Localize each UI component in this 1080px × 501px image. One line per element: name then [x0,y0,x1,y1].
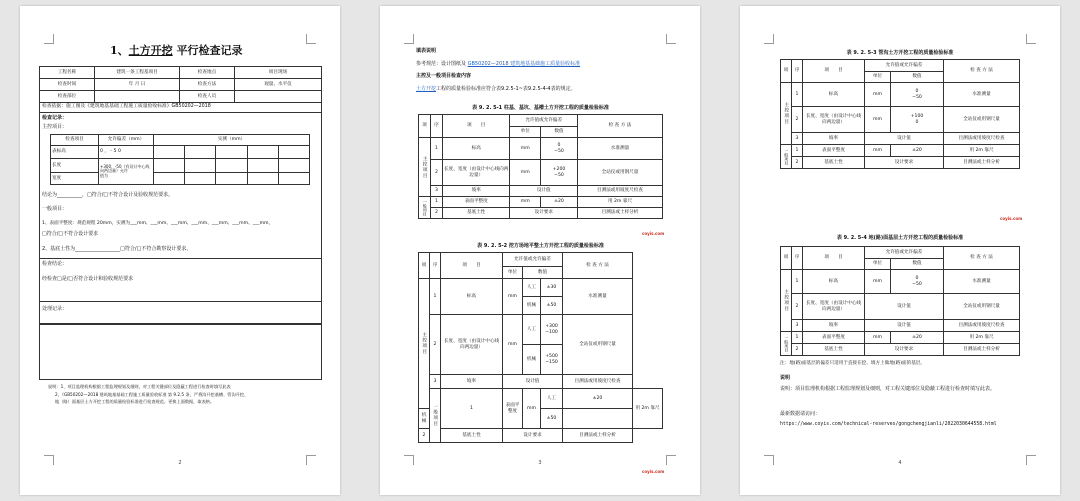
conclusion-heading: 检查结论： [42,261,68,267]
info-table: 工程名称 建筑一条工程基项目 检查地点 项目现场 检查时间 年 月 日 检查方法 观量、水平仪 检查部位 检查人员 [39,66,322,103]
page-number: 2 [178,460,182,466]
crop-mark [666,34,676,44]
source-url[interactable]: https://www.coyis.com/technical-reserves/gongchengjianli/2022030644558.html [780,422,997,427]
note-1: 说明：1、项目监理机构根据工程监理规划及细则，对工程关键部位及隐蔽工程进行检查时填写此表 [48,384,231,389]
conclusion-1: 结论为__________，□符合/□不符合设计及验收规范要求。 [42,192,174,198]
table-9-2-5-2: 项 序 项 目 允许值或允许偏差 检 查 方 法 单位 数值 主控项目 1 标高 mm 人工 ±30 水准测量 机械 ±50 2 长度、宽度（由设计中心线向两边量） mm 人工 +300 −100 全站仪或用钢尺量 机械 +500 −150 3 坡率 设计值 目测法或用坡度尺检查 一般项目 1 表面平整度 mm 人工 ±20 用 2m 靠尺 机械 ±50 2 基底土性 设计要求 目测法或土样分析 [418,252,663,443]
table-9-2-5-3: 项 序 项 目 允许值或允许偏差 检 查 方 法 单位 数值 主控项目 1 标高 mm 0 −50 水准测量 2 长度、宽度（由设计中心线向两边量） mm +100 0 全站仪或用钢尺量 3 坡率 设计值 目测法或用坡度尺检查 一般项目 1 表面平整度 mm ±20 用 2m 靠尺 2 基底土性 设计要求 目测法或土样分析 [780,59,1020,169]
desc-text: 工程的质量检验标准应符合表9.2.5-1~表9.2.5-4-4表的规定。 [436,86,576,92]
table-9-2-5-1: 项 序 项 目 允许值或允许偏差 检 查 方 法 单位 数值 主控项目 1 标高 mm 0 −50 水准测量 2 长度、宽度（由设计中心线向两边量） mm +200 −50 全站仪或用钢尺量 3 坡率 设计值 目测法或用坡度尺检查 一般项目 1 表面平整度 mm ±20 用 2m 靠尺 2 基底土性 设计要求 目测法或土样分析 [418,114,663,219]
table1-caption: 表 9. 2. 5-1 柱基、基坑、基槽土方开挖工程的质量检验标准 [472,105,609,111]
basis-text: 检查依据：施工图及《建筑地基基础工程施工质量验收标准》GB50202—2018 [42,104,211,109]
record-heading: 检查记录： [42,115,68,121]
fill-heading: 填表说明 [416,48,437,54]
ref-link[interactable]: GB50202—2018 建筑地基基础施工质量验收标准 [467,61,581,67]
general-item-1: 1、表面平整度：规范规程 20mm，实测为___mm、___mm、___mm、___mm、___mm、___mm、___mm， [42,221,274,226]
main-heading: 主控项目： [42,124,68,130]
page-2 [20,6,340,495]
ref-label: 参考规范：设计图纸及 [416,61,468,67]
main-check-table: 检查项目 允许偏差（mm） 实测（mm） 表标高 0 ， - 5 0 长度 +300，-50（有设计中心线向两边量）允许 值为 宽度 [50,134,310,185]
road-note: 注：地(路)面基层的偏差只适用于直接在挖、填方上做地(路)面的基层。 [780,361,925,366]
watermark: coyis.com [1000,216,1023,221]
excavation-link[interactable]: 土方开挖 [416,86,437,92]
crop-mark [764,34,774,44]
handling-heading: 处理记录： [42,306,68,312]
page-number: 3 [538,460,542,466]
crop-mark [1026,34,1036,44]
page-title: 1、土方开挖 平行检查记录 [110,44,243,57]
url-heading: 最新数据请访问： [780,411,821,417]
page-number: 4 [898,460,902,466]
table4-caption: 表 9. 2. 5-4 地(路)面基层土方开挖工程的质量检验标准 [836,235,964,241]
page-3 [380,6,700,495]
note-3: 地（路）面基层土方开挖工程的质量检验标准进行检查规范。更换上面数据，取表格。 [55,399,215,404]
crop-mark [404,34,414,44]
note-2: 2、《GB50202—2018 建筑地基基础工程施工质量验收标准 第 9.2.5 条，严将沟开挖基槽、管沟开挖、 [55,392,249,397]
explanation-text: 说明：项目监理机构根据工程监理规划及细则，对工程关键部位及隐蔽工程进行检查时填写此表。 [780,386,996,392]
general-heading: 一般项目： [42,206,68,212]
table2-caption: 表 9. 2. 5-2 挖方场地平整土方开挖工程的质量检验标准 [477,243,604,249]
handling-box [39,324,322,380]
explanation-heading: 说明 [780,375,791,381]
watermark: coyis.com [642,469,665,474]
table-9-2-5-4: 项 序 项 目 允许值或允许偏差 检 查 方 法 单位 数值 主控项目 1 标高 mm 0 −50 水准测量 2 长度、宽度（由设计中心线向两边量） 设计值 全站仪或用钢尺量 3 坡率 设计值 目测法或用坡度尺检查 一般项目 1 表面平整度 mm ±20 用 2m 靠尺 2 基底土性 设计要求 目测法或土样分析 [780,246,1020,356]
page-4 [740,6,1060,495]
crop-mark [44,34,54,44]
general-item-1b: □符合/□不符合设计要求 [42,231,99,237]
conclusion-2: 经检查□是/□否符合设计和验收规范要求 [42,276,134,282]
general-item-2: 2、基底土性为__________________□符合/□不符合勘察设计要求。 [42,246,192,252]
sub-heading: 主控及一般项目检查内容 [416,73,472,79]
watermark: coyis.com [642,231,665,236]
table3-caption: 表 9. 2. 5-3 管沟土方开挖工程的质量检验标准 [846,50,954,56]
crop-mark [306,34,316,44]
